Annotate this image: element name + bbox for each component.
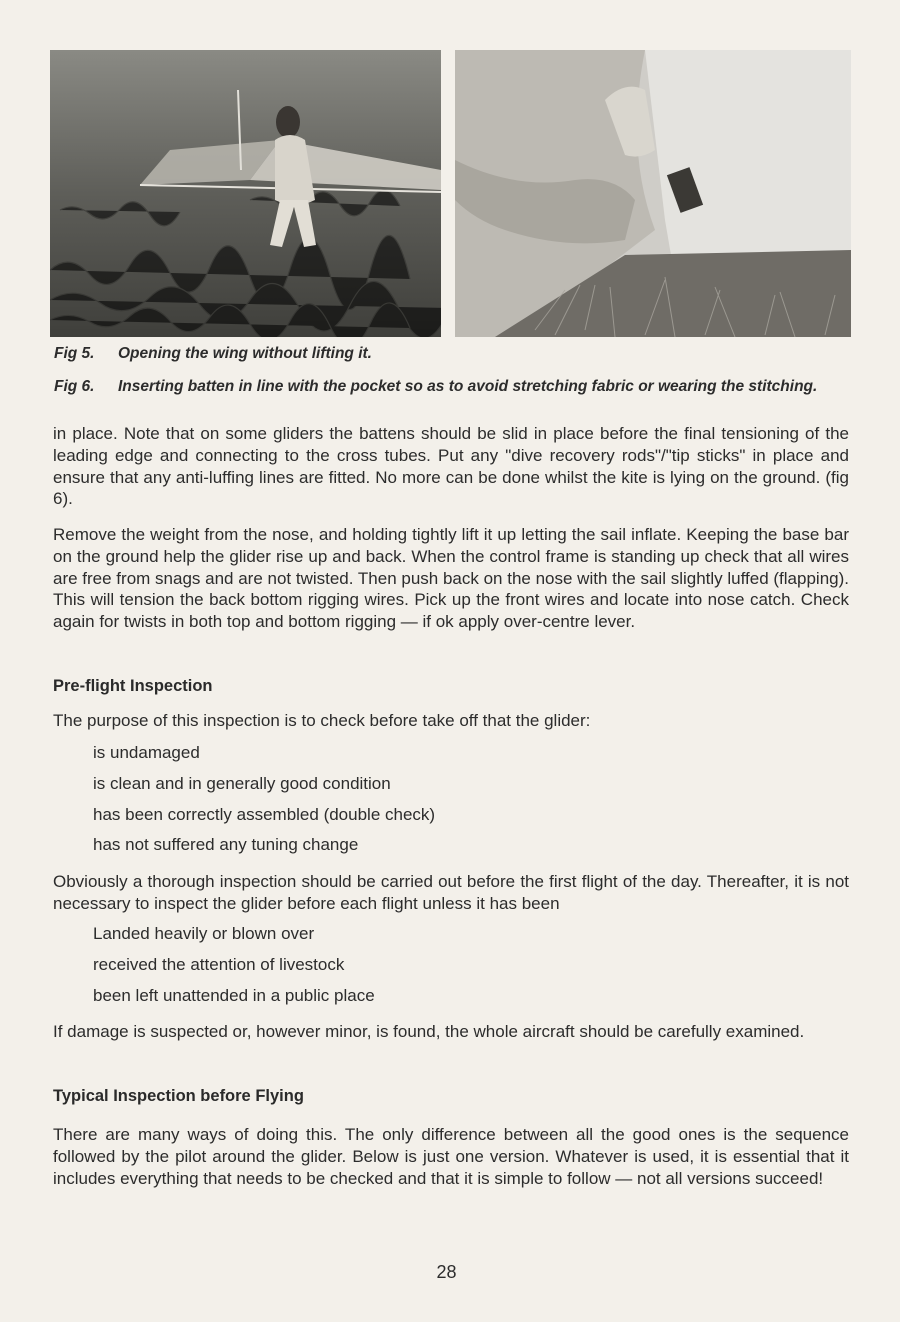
check-item: has not suffered any tuning change — [93, 835, 359, 854]
fig5-number: Fig 5. — [54, 345, 95, 362]
check-item: is undamaged — [93, 743, 200, 762]
condition-item: received the attention of livestock — [93, 955, 345, 974]
fig5-caption-text: Opening the wing without lifting it. — [118, 345, 372, 362]
page-number: 28 — [436, 1262, 457, 1282]
fig6-caption-text: Inserting batten in line with the pocket so as to avoid stretching fabric or wearing the stitching. — [118, 378, 818, 395]
condition-item: Landed heavily or blown over — [93, 924, 315, 943]
check-item: is clean and in generally good condition — [93, 774, 391, 793]
fig6-caption — [54, 378, 864, 396]
fig6-number: Fig 6. — [54, 378, 95, 395]
typical-inspection-heading: Typical Inspection before Flying — [53, 1087, 304, 1105]
preflight-intro: The purpose of this inspection is to check before take off that the glider: — [53, 711, 591, 730]
condition-item: been left unattended in a public place — [93, 986, 375, 1005]
fig5-caption — [54, 345, 864, 363]
preflight-heading: Pre-flight Inspection — [53, 677, 213, 695]
raise-glider-paragraph: Remove the weight from the nose, and holding tightly lift it up letting the sail inflate. Keeping the base bar on the ground help the glider rise up and back. When the control frame is standing up check that all wires are free from snags and are not twisted. Then push back on the nose with the sail slightly luffed (flapping). This will tension the back bottom rigging wires. Pick up the front wires and locate into nose catch. Check again for twists in both top and bottom rigging — if ok apply over-centre lever. — [53, 525, 849, 632]
damage-paragraph: If damage is suspected or, however minor, is found, the whole aircraft should be carefully examined. — [53, 1022, 805, 1041]
typical-inspection-paragraph: There are many ways of doing this. The only difference between all the good ones is the sequence followed by the pilot around the glider. Below is just one version. Whatever is used, it is essential that it includes everything that needs to be checked and that it is simple to follow — not all versions succeed! — [53, 1125, 849, 1188]
fig6-photo — [455, 50, 851, 337]
fig5-photo — [50, 50, 441, 337]
batten-paragraph: in place. Note that on some gliders the battens should be slid in place before the final tensioning of the leading edge and connecting to the cross tubes. Put any "dive recovery rods"/"tip sticks" in place and ensure that any anti-luffing lines are fitted. No more can be done whilst the kite is lying on the ground. (fig 6). — [53, 424, 849, 509]
inspection-frequency-paragraph: Obviously a thorough inspection should be carried out before the first flight of the day. Thereafter, it is not necessary to inspect the glider before each flight unless it has been — [53, 872, 849, 913]
check-item: has been correctly assembled (double check) — [93, 805, 436, 824]
